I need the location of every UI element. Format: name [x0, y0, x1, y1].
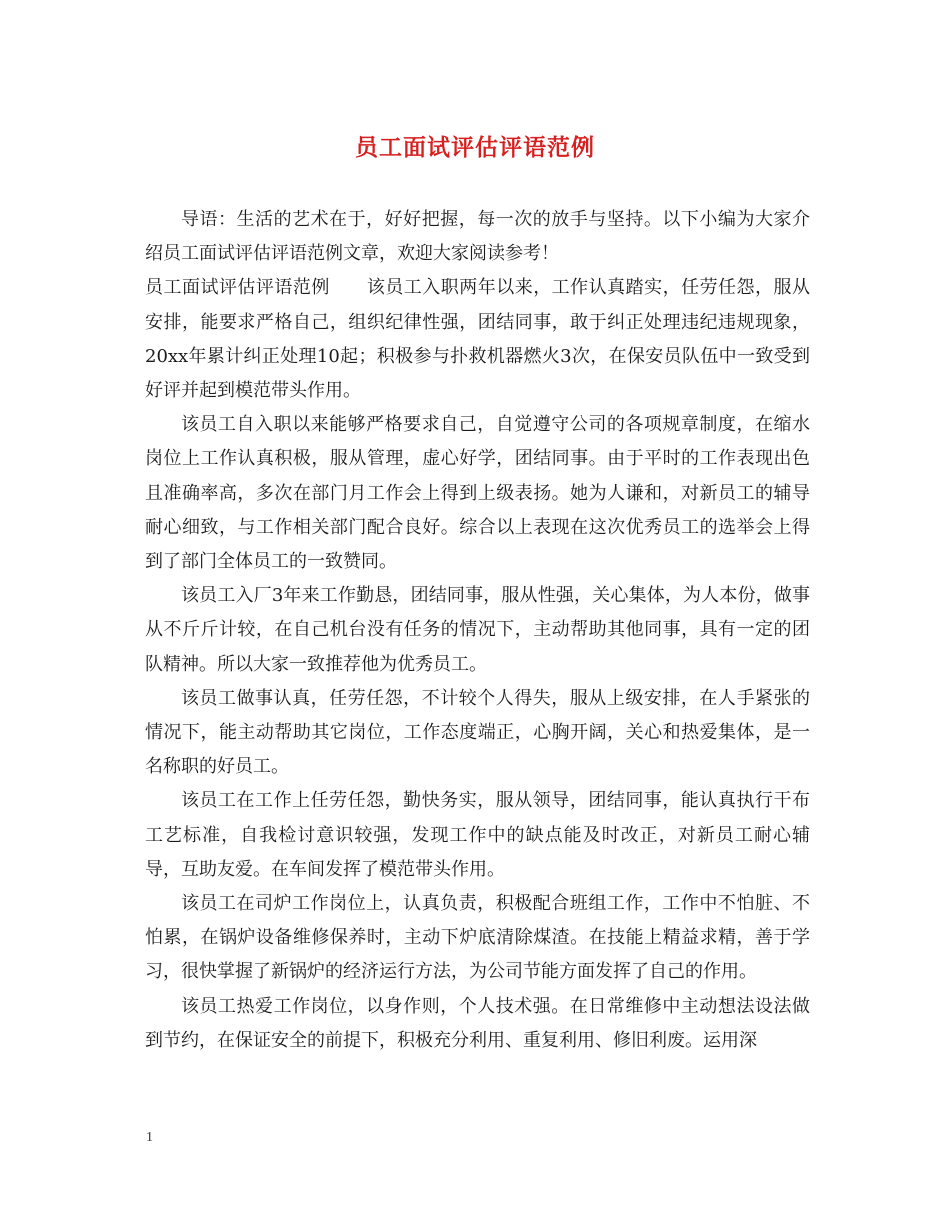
- paragraph-4: 该员工做事认真，任劳任怨，不计较个人得失，服从上级安排，在人手紧张的情况下，能主动帮助其它岗位，工作态度端正，心胸开阔，关心和热爱集体，是一名称职的好员工。: [145, 687, 810, 778]
- page-title: 员工面试评估评语范例: [355, 134, 595, 161]
- paragraph-5: 该员工在工作上任劳任怨，勤快务实，服从领导，团结同事，能认真执行干布工艺标准，自我检讨意识较强，发现工作中的缺点能及时改正，对新员工耐心辅导，互助友爱。在车间发挥了模范带头作用。: [145, 790, 810, 880]
- page-number: 1: [146, 1130, 153, 1145]
- paragraph-6: 该员工在司炉工作岗位上，认真负责，积极配合班组工作，工作中不怕脏、不怕累，在锅炉设备维修保养时，主动下炉底清除煤渣。在技能上精益求精，善于学习，很快掌握了新锅炉的经济运行方法，为公司节能方面发挥了自己的作用。: [145, 893, 810, 983]
- paragraph-intro: 导语：生活的艺术在于，好好把握，每一次的放手与坚持。以下小编为大家介绍员工面试评估评语范例文章，欢迎大家阅读参考！: [145, 209, 810, 265]
- paragraph-7: 该员工热爱工作岗位，以身作则，个人技术强。在日常维修中主动想法设法做到节约，在保证安全的前提下，积极充分利用、重复利用、修旧利废。运用深: [145, 995, 810, 1051]
- paragraph-1: 员工面试评估评语范例 该员工入职两年以来，工作认真踏实，任劳任怨，服从安排，能要求严格自己，组织纪律性强，团结同事，敢于纠正处理违纪违规现象，20xx年累计纠正处理10起；积极参与扑救机器燃火3次，在保安员队伍中一致受到好评并起到模范带头作用。: [145, 277, 810, 402]
- paragraph-3: 该员工入厂3年来工作勤恳，团结同事，服从性强，关心集体，为人本份，做事从不斤斤计较，在自己机台没有任务的情况下，主动帮助其他同事，具有一定的团队精神。所以大家一致推荐他为优秀员工。: [145, 585, 810, 675]
- paragraph-2: 该员工自入职以来能够严格要求自己，自觉遵守公司的各项规章制度，在缩水岗位上工作认真积极，服从管理，虚心好学，团结同事。由于平时的工作表现出色且准确率高，多次在部门月工作会上得到上级表扬。她为人谦和，对新员工的辅导耐心细致，与工作相关部门配合良好。综合以上表现在这次优秀员工的选举会上得到了部门全体员工的一致赞同。: [145, 414, 810, 573]
- document-body: [145, 203, 810, 1058]
